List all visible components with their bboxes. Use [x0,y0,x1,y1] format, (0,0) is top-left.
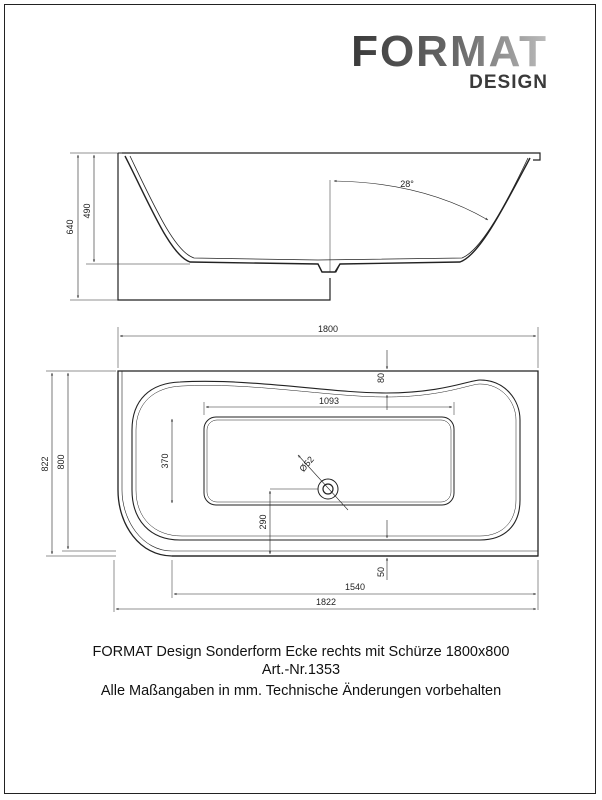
side-tub-outer [125,156,530,272]
dim-370-label: 370 [160,453,170,469]
product-title: FORMAT Design Sonderform Ecke rechts mit Schürze 1800x800 [92,644,510,660]
top-inner-bottom [204,417,454,505]
dim-80-label: 80 [376,372,386,384]
dim-1800-label: 1800 [317,324,339,334]
side-tub-inner [130,156,528,260]
dim-822-label: 822 [40,456,50,472]
dim-800-label: 800 [56,454,66,470]
dim-1093-label: 1093 [318,396,340,406]
side-view [70,153,540,300]
side-rim [122,153,540,160]
dim-290-label: 290 [258,514,268,530]
dim-angle-label: 28° [400,179,414,189]
top-view [46,327,538,612]
disclaimer: Alle Maßangaben in mm. Technische Änderungen vorbehalten [100,683,502,699]
logo-subtitle: DESIGN [469,72,548,93]
dim-640-label: 640 [65,219,75,235]
dim-1822-label: 1822 [315,597,337,607]
brand-logo [351,27,548,93]
dim-50-label: 50 [376,566,386,578]
dim-1540-label: 1540 [344,582,366,592]
side-apron-outline [118,153,330,300]
dim-drain-diameter-label: Ø52 [297,454,317,474]
logo-wordmark: FORMAT [351,27,548,76]
dim-490-label: 490 [82,203,92,219]
article-number: Art.-Nr.1353 [261,662,341,678]
